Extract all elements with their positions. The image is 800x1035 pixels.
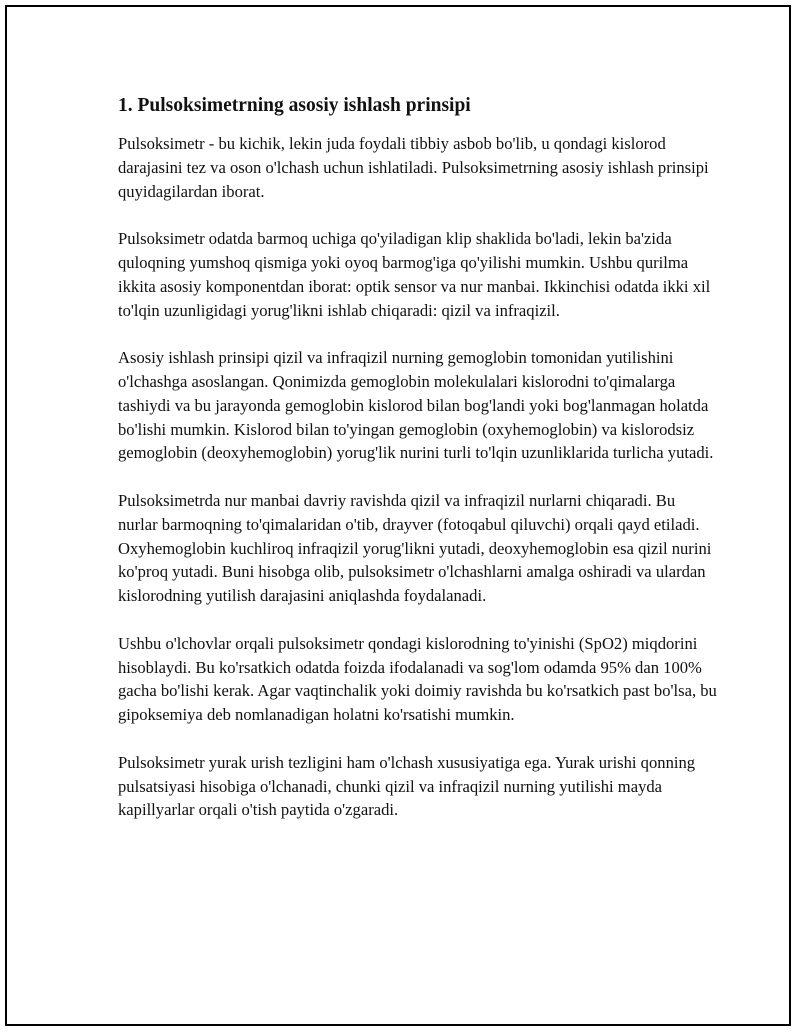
paragraph-4: Pulsoksimetrda nur manbai davriy ravishda qizil va infraqizil nurlarni chiqaradi. Bu nurlar barmoqning to'qimalaridan o'tib, drayver (fotoqabul qiluvchi) orqali qayd etiladi. Oxyhemoglobin kuchliroq infraqizil yorug'likni yutadi, deoxyhemoglobin esa qizil nurini ko'proq yutadi. Buni hisobga olib, pulsoksimetr o'lchashlarni amalga oshiradi va ulardan kislorodning yutilish darajasini aniqlashda foydalanadi. [118,490,712,606]
paragraph-6: Pulsoksimetr yurak urish tezligini ham o'lchash xususiyatiga ega. Yurak urishi qonning pulsatsiyasi hisobiga o'lchanadi, chunki qizil va infraqizil nurning yutilishi mayda kapillyarlar orqali o'tish paytida o'zgaradi. [118,752,696,820]
paragraph-3: Asosiy ishlash prinsipi qizil va infraqizil nurning gemoglobin tomonidan yutilishini o'lchashga asoslangan. Qonimizda gemoglobin molekulalari kislorodni to'qimalarga tashiydi va bu jarayonda gemoglobin kislorod bilan bog'landi yoki bog'lanmagan holatda bo'lishi mumkin. Kislorod bilan to'yingan gemoglobin (oxyhemoglobin) va kislorodsiz gemoglobin (deoxyhemoglobin) yorug'lik nurini turli to'lqin uzunliklarida turlicha yutadi. [118,348,714,463]
paragraph-1: Pulsoksimetr - bu kichik, lekin juda foydali tibbiy asbob bo'lib, u qondagi kislorod darajasini tez va oson o'lchash uchun ishlatiladi. Pulsoksimetrning asosiy ishlash prinsipi quyidagilardan iborat. [118,134,709,201]
document-body [118,93,718,846]
paragraph-5: Ushbu o'lchovlar orqali pulsoksimetr qondagi kislorodning to'yinishi (SpO2) miqdorini hisoblaydi. Bu ko'rsatkich odatda foizda ifodalanadi va sog'lom odamda 95% dan 100% gacha bo'lishi kerak. Agar vaqtinchalik yoki doimiy ravishda bu ko'rsatkich past bo'lsa, bu gipoksemiya deb nomlanadigan holatni ko'rsatishi mumkin. [118,633,717,725]
section-heading: 1. Pulsoksimetrning asosiy ishlash prinsipi [118,95,471,116]
paragraph-2: Pulsoksimetr odatda barmoq uchiga qo'yiladigan klip shaklida bo'ladi, lekin ba'zida quloqning yumshoq qismiga yoki oyoq barmog'iga qo'yilishi mumkin. Ushbu qurilma ikkita asosiy komponentdan iborat: optik sensor va nur manbai. Ikkinchisi odatda ikki xil to'lqin uzunligidagi yorug'likni ishlab chiqaradi: qizil va infraqizil. [118,229,711,320]
